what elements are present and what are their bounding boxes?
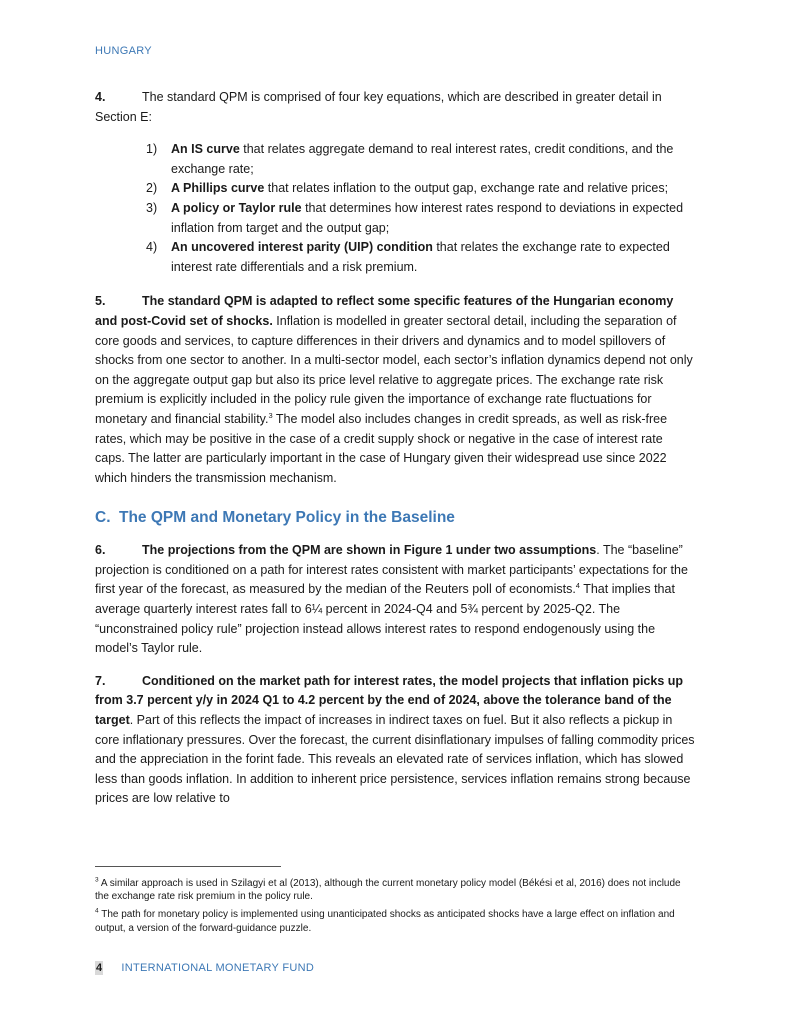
- list-item: [95, 238, 695, 277]
- paragraph-text: The standard QPM is comprised of four key equations, which are described in greater detail in Section E:: [95, 90, 662, 124]
- section-heading: [95, 507, 695, 529]
- paragraph-text: That implies that average quarterly interest rates fall to 6¼ percent in 2024-Q4 and 5¾ percent by 2025-Q2. The “unconstrained policy rule” projection instead allows interest rates to respond endogenously using the model’s Taylor rule.: [95, 582, 675, 656]
- list-item-number: 2): [146, 181, 158, 196]
- list-item-number: 1): [146, 142, 158, 157]
- footnote-text: A similar approach is used in Szilagyi et al (2013), although the current monetary policy model (Békési et al, 2016) does not include the exchange rate risk premium in the policy rule.: [95, 878, 681, 903]
- footnotes: [95, 877, 695, 940]
- paragraph-lead: The projections from the QPM are shown in Figure 1 under two assumptions: [142, 543, 597, 558]
- footnote-text: The path for monetary policy is implemented using unanticipated shocks as anticipated shocks have a large effect on inflation and output, a version of the forward-guidance puzzle.: [95, 909, 675, 934]
- paragraph-number: 7.: [95, 673, 106, 688]
- footnote-divider: [95, 866, 281, 867]
- list-item: [95, 140, 695, 179]
- footnote-4: [95, 908, 695, 934]
- footnote-3: [95, 877, 695, 903]
- paragraph-text: . The “baseline” projection is conditioned on a path for interest rates consistent with market participants’ expectations for the first year of the forecast, as measured by the median of the Reuters poll of economists.: [95, 543, 688, 597]
- section-letter: C.: [95, 509, 111, 527]
- list-item-text: that relates inflation to the output gap, exchange rate and relative prices;: [264, 181, 669, 196]
- paragraph-5: [95, 292, 695, 488]
- list-item-term: An uncovered interest parity (UIP) condition: [171, 240, 433, 255]
- list-item-text: that relates the exchange rate to expected interest rate differentials and a risk premium.: [171, 240, 670, 274]
- footnote-ref-4[interactable]: 4: [575, 581, 580, 591]
- list-item-term: A policy or Taylor rule: [171, 200, 302, 215]
- paragraph-number: 5.: [95, 294, 106, 309]
- paragraph-4: [95, 88, 695, 127]
- footnote-number: 3: [95, 876, 99, 884]
- paragraph-number: 6.: [95, 543, 106, 558]
- list-item-number: 4): [146, 240, 158, 255]
- publisher-name: INTERNATIONAL MONETARY FUND: [121, 962, 315, 974]
- paragraph-text: Inflation is modelled in greater sectoral detail, including the separation of core goods and services, to capture differences in their drivers and dynamics and to model spillovers of shocks from one sector to another. In a multi-sector model, each sector’s inflation dynamics depend not only on the aggregate output gap but also its price level relative to aggregate prices. The exchange rate risk premium is explicitly included in the policy rule given the importance of exchange rate fluctuations for monetary and financial stability.: [95, 313, 693, 426]
- running-header: HUNGARY: [95, 45, 152, 57]
- list-item: [95, 199, 695, 238]
- list-item-term: An IS curve: [171, 142, 240, 157]
- footnote-ref-3[interactable]: 3: [268, 410, 273, 420]
- list-item-number: 3): [146, 200, 158, 215]
- paragraph-lead: Conditioned on the market path for interest rates, the model projects that inflation picks up from 3.7 percent y/y in 2024 Q1 to 4.2 percent by the end of 2024, above the tolerance band of the target: [95, 673, 684, 728]
- page-footer: [95, 961, 314, 975]
- paragraph-number: 4.: [95, 90, 106, 104]
- page-number: 4: [96, 962, 103, 974]
- list-item-term: A Phillips curve: [171, 181, 265, 196]
- paragraph-text: . Part of this reflects the impact of increases in indirect taxes on fuel. But it also reflects a pickup in core inflationary pressures. Over the forecast, the current disinflationary impulses of falling commodity prices and the appreciation in the forint fade. This reveals an elevated rate of services inflation, which has slowed less than goods inflation. In addition to inherent price persistence, services inflation remains strong because prices are low relative to: [95, 713, 695, 806]
- equations-list: [95, 140, 695, 277]
- list-item: [95, 179, 695, 199]
- paragraph-text: The model also includes changes in credit spreads, as well as risk-free rates, which may be positive in the case of a credit supply shock or negative in the case of interest rate caps. The latter are particularly important in the case of Hungary given their widespread use since 2022 which hinders the transmission mechanism.: [95, 411, 668, 485]
- list-item-text: that relates aggregate demand to real interest rates, credit conditions, and the exchange rate;: [171, 142, 674, 176]
- list-item-text: that determines how interest rates respond to deviations in expected inflation from target and the output gap;: [171, 200, 684, 235]
- paragraph-lead: The standard QPM is adapted to reflect some specific features of the Hungarian economy and post-Covid set of shocks.: [95, 294, 674, 328]
- paragraph-6: [95, 541, 695, 659]
- paragraph-7: [95, 672, 695, 809]
- footnote-number: 4: [95, 908, 99, 916]
- body-text: [95, 88, 695, 809]
- section-title: The QPM and Monetary Policy in the Baseline: [119, 509, 455, 527]
